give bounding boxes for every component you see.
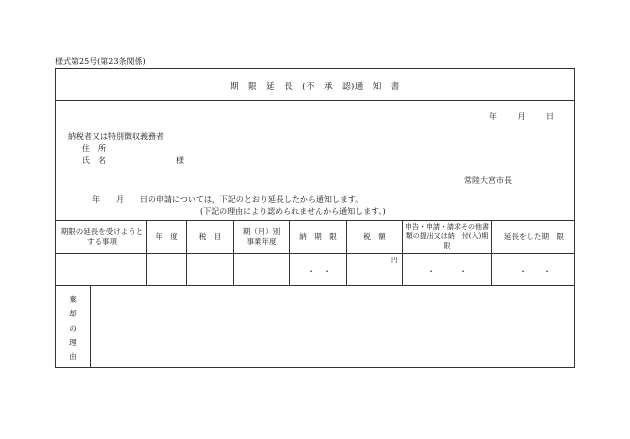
reason-label: 棄 却 の 理 由 [69,295,77,361]
date-month: 月 [517,112,526,121]
header-subject: 期限の延長を受けようとする事項 [60,226,144,246]
header-fiscal-year: 年 度 [155,231,178,241]
submission-date-dots: ・ ・ [427,267,467,276]
name-label: 氏 名 [82,156,106,165]
col-divider [491,220,492,285]
notice-text: 年 月 日の申請については，下記のとおり延長したから通知します。 [92,195,364,204]
notice-text-alt: (下記の理由により認められませんから通知します。) [200,207,386,216]
header-tax-item: 税 目 [198,231,222,241]
due-date-dots: ・ ・ [307,267,331,276]
title-divider [56,100,574,101]
issue-date [471,113,554,121]
header-divider [56,253,574,254]
col-divider [402,220,403,285]
form-reference: 様式第25号(第23条関係) [55,57,146,66]
table-bottom-line [56,285,574,286]
date-day: 日 [546,112,554,121]
issuer: 常陸大宮市長 [464,176,512,185]
form-title: 期 限 延 長 (不 承 認)通 知 書 [230,82,400,92]
reason-divider [90,285,91,367]
date-year: 年 [488,112,497,121]
notice-form [55,68,575,368]
header-period: 期（月）別 事業年度 [242,226,281,246]
address-label: 住 所 [82,144,106,153]
header-submission-deadline: 申告・申請・請求その他書類の提出又は納 付(入)期 限 [405,222,496,250]
header-extended-deadline: 延長をした期 限 [504,231,564,241]
extended-date-dots: ・ ・ [519,267,551,276]
honorific: 様 [176,156,184,165]
header-tax-amount: 税 額 [363,231,386,241]
header-due-date: 納 期 限 [299,231,337,241]
yen-unit: 円 [391,256,398,264]
recipient-role: 納税者又は特別徴収義務者 [68,132,164,141]
